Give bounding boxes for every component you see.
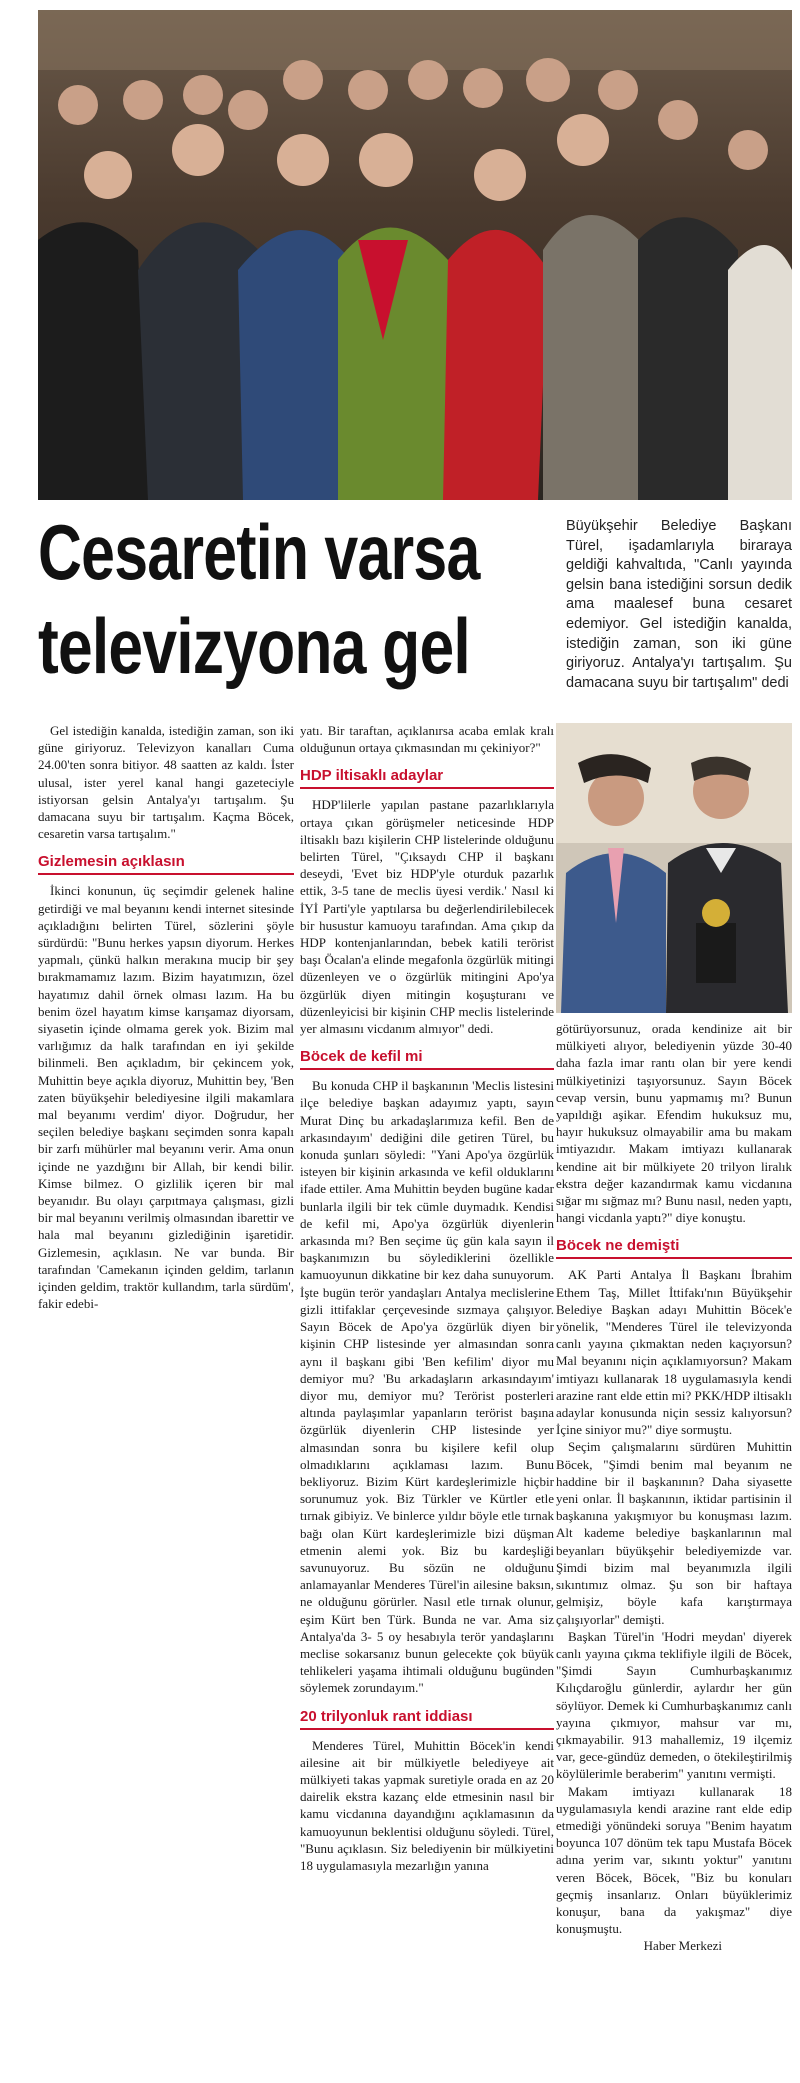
headline-line-1: Cesaretin varsa [38, 508, 480, 596]
subheading-bocek-ne-demisti: Böcek ne demişti [556, 1236, 792, 1259]
subheading-gizlemesin: Gizlemesin açıklasın [38, 852, 294, 875]
paragraph: yatı. Bir taraftan, açıklanırsa acaba emlak kralı olduğunun ortaya çıkmasından mı çekiniyor?" [300, 723, 554, 756]
paragraph: Başkan Türel'in 'Hodri meydan' diyerek canlı yayına çıkma teklifiyle ilgili de Böcek, "Şimdi Sayın Cumhurbaşkanımız Kılıçdaroğlu günlerdir, aylardır her gün söylüyor. Demek ki Cumhurbaşkanımız canlı yayına çıkmıyor, mahsur var mı, çıkmayabilir. 913 mahallemiz, 19 ilçemiz var, gece-gündüz demeden, o ötekileştirilmiş köylülerimle beraberim" yanıtını vermişti. [556, 1628, 792, 1782]
inset-photo [556, 723, 792, 1013]
lead-summary: Büyükşehir Belediye Başkanı Türel, işadamlarıyla biraraya geldiği kahvaltıda, "Canlı yayında gelsin bana istediğini sorsun dedik ama maalesef buna cesaret edemiyor. Gel istediğin kanalda, istediğin zaman, son iki güne giriyoruz. Antalya'yı tartışalım. Şu damacana suyu bir tartışalım" dedi [566, 518, 792, 691]
subheading-hdp: HDP iltisaklı adaylar [300, 766, 554, 789]
subheading-rant: 20 trilyonluk rant iddiası [300, 1707, 554, 1730]
byline: Haber Merkezi [643, 1938, 722, 1954]
headline-line-2: televizyona gel [38, 602, 470, 690]
paragraph: Makam imtiyazı kullanarak 18 uygulamasıyla kendi arazine rant elde edip etmediği yönündeki soruya "Benim hayatım boyunca 107 dönüm tek tapu Mustafa Böcek adına yerim var, sıkıntı yoktur" yanıtını veren Böcek, Böcek, "Biz bu konuları geçmiş insanlarız. Onları büyüklerimiz konuşur, bana da yakışmaz" diye konuşmuştu. [556, 1783, 792, 1937]
two-men-with-award-photo-icon [556, 723, 792, 1013]
paragraph: Gel istediğin kanalda, istediğin zaman, son iki güne giriyoruz. Televizyon kanalları Cuma 24.00'ten sonra bitiyor. 48 saatten az kaldı. İster ulusal, ister yerel kanal hangi gazeteciyle istiyorsan gelsin Antalya'yı tartışalım. Şu damacana suyu bir tartışalım. Kaçma Böcek, cesaretin varsa tartışalım." [38, 723, 294, 842]
group-photo-icon [38, 10, 792, 500]
paragraph: İkinci konunun, üç seçimdir gelenek haline getirdiği ve mal beyanını kendi internet sitesinde açıkladığını belirten Türel, sözlerini şöyle sürdürdü: "Bunu herkes yapsın diyorum. Herkes yapmalı, çünkü halkın merakına mucip bir şey bırakmamamız lazım. Bizim hayatımızın, özel hayatımız dahil örnek olması lazım. Ha bu benim özel hayatım kimse karışamaz diyorsam, siyasetin içinde olmama gerek yok. Bizim mal varlığımız da halk tarafından en iyi şekilde bilinmeli. Ben açıkladım, bir çekincem yok, Muhittin beye açıkla diyoruz, Muhittin bey, 'Ben zaten büyükşehir belediyesine ilgili makamlara mal beyanımı verdim' diyor. Doğrudur, her seçilen belediye başkanı seçimden sonra kapalı bir zarfı mühürler mal beyanını verir. Ama onun içinde ne yazdığını bir Allah, bir kendi bilir. Kimse bilmez. O gizlilik içeren bir mal beyanıdır. Bu olayı çarpıtmaya çalışması, gizli bir mal beyanını verilmiş olmasından ibarettir ve hala mal beyanını gizlediğinin işaretidir. Gizlemesin, açıklasın. Ne var bunda. Bir tarafından 'Camekanın içinden geldim, tarlanın içinden geldim, traktör kullandım, tarla sürdüm', fakir edebi- [38, 883, 294, 1312]
article-column-1 [38, 722, 294, 1313]
headline [38, 505, 558, 693]
paragraph: götürüyorsunuz, orada kendinize ait bir mülkiyeti alıyor, belediyenin yüzde 30-40 daha fazla imar rantı olan bir yere kendi mülkiyetinizi taşıyorsunuz. Sayın Böcek cevap versin, bunu yapmamış mı? Bunun yapıldığı aşikar. Efendim hukuksuz mu, hayır hukuksuz olmayabilir ama bu makam imtiyazıdır. Makam imtiyazı kullanarak kendine ait bir mülkiyete 20 trilyon liralık ekstra değer kazandırmak kamu vicdanına sığar mı sığmaz mı? Bunu nasıl, neden yaptı, hangi vicdanla yaptı?" diye konuştu. [556, 1021, 792, 1226]
subheading-bocek-kefil: Böcek de kefil mi [300, 1047, 554, 1070]
group-photo [38, 10, 792, 500]
article-column-3 [556, 1020, 792, 1955]
paragraph: AK Parti Antalya İl Başkanı İbrahim Ethem Taş, Millet İttifakı'nın Büyükşehir Belediye Başkan adayı Muhittin Böcek'e yönelik, "Menderes Türel ile televizyonda canlı yayına çıkmaktan neden kaçıyorsun? Mal beyanını niçin açıklamıyorsun? Makam imtiyazı kullanarak 18 uygulamasıyla kendi arazine rant elde ettin mi? PKK/HDP iltisaklı adaylar konusunda niçin sessiz kalıyorsun? İçine siniyor mu?" diye sormuştu. [556, 1267, 792, 1438]
paragraph: Seçim çalışmalarını sürdüren Muhittin Böcek, "Şimdi benim mal beyanım ne haddine bir il başkanının? Daha siyasette yeni onlar. İl başkanının, iktidar partisinin il başkanına yakışmıyor bu konuşması lazım. Alt kademe belediye başkanlarının mal beyanları büyükşehir belediyemizde var. Şimdi bizim mal beyanımızla ilgili sıkıntımız olmaz. Şu son bir haftaya gelmişiz, böyle kafa karıştırmaya çalışıyorlar" demişti. [556, 1439, 792, 1627]
paragraph: Menderes Türel, Muhittin Böcek'in kendi ailesine ait bir mülkiyetle belediyeye ait mülkiyeti takas yapmak suretiyle orada en az 20 dairelik ekstra kazanç elde etmesinin nasıl bir kamu vicdanına dayandığını açıklamasının da kamuoyunun beklentisi olduğunu söyledi. Türel, "Bunu açıklasın. Siz belediyenin bir mülkiyetini 18 uygulamasıyla mezarlığın yanına [300, 1737, 554, 1873]
paragraph: Bu konuda CHP il başkanının 'Meclis listesini ilçe belediye başkan adayımız yaptı, sayın Murat Dinç bu arkadaşlarımıza kefil. Ben de arkasındayım' dediğini dile getiren Türel, bu konuda şunları söyledi: "Yani Apo'ya özgürlük isteyen bir kişinin arkasında ve kefil olduklarını ifade ettiler. Ama Muhittin beyden bugüne kadar bunlarla ilgili bir tek cümle duymadık. Kendisi de kefil mi, Apo'ya özgürlük diyenlerin arkasında mı? Ben seçime üç gün kala sayın il başkanımızın bu söylediklerini özellikle kamuoyunun dikkatine bir kez daha sunuyorum. İşte bugün terör yandaşları Antalya meclislerine gizli ittifaklar çerçevesinde sızmaya çalışıyor. Sayın Böcek de Apo'ya özgürlük diyen bir kişinin CHP listesinde yer almasından sonra aynı il başkanı gibi 'Ben kefilim' diyor mu demiyor mu? 'Bu arkadaşların arkasındayım' diyor mu, demiyor mu? Terörist posterleri altında paylaşımlar yapanların terörist başına özgürlük diyenlerin CHP listesinde yer almasından sonra bu kişilere kefil olup olmadıklarını açıklaması lazım. Bunu bekliyoruz. Bizim Kürt kardeşlerimizle hiçbir sorunumuz yok. Biz Türkler ve Kürtler etle tırnak gibiyiz. Ve binlerce yıldır böyle etle tırnak bağı olan Kürt kardeşlerimizle bizi düşman etmenin alemi yok. Biz bu kardeşliği savunuyoruz. Bu sözün ne olduğunu anlamayanlar Menderes Türel'in ailesine baksın, ne olduğunu görürler. Nasıl etle tırnak olunur, eşim Kürt ben Türk. Bunda ne var. Ama siz Antalya'da 3- 5 oy hesabıyla terör yandaşlarını meclise sokarsanız bunun gelecekte çok büyük tehlikeleri yaşama ihtimali olduğunu bugünden söylemek zorundayım." [300, 1078, 554, 1696]
article-column-2 [300, 722, 554, 1874]
paragraph: HDP'lilerle yapılan pastane pazarlıklarıyla ortaya çıkan görüşmeler neticesinde HDP iltisaklı bazı kişilerin CHP listelerinde olduğunu belirten Türel, "Çıksaydı CHP il başkanı deseydi, 'Evet biz HDP'yle oturduk pazarlık ettik, 3-5 tane de meclis üyesi verdik.' Nasıl ki İYİ Parti'yle yaptılarsa bu değerlendirilebilecek bir husustur kamuoyu tarafından. Ama çıkıp da HDP kontenjanlarından, bebek katili terörist başı Öcalan'a elinde megafonla özgürlük mitingi düzenleyen ve o özgürlük mitingini Apo'ya özgürlük diyen mitingin koşuşturanı ve düzenleyicisi bir kişinin CHP meclis listelerinde yer almasını vicdanım almıyor" dedi. [300, 797, 554, 1037]
